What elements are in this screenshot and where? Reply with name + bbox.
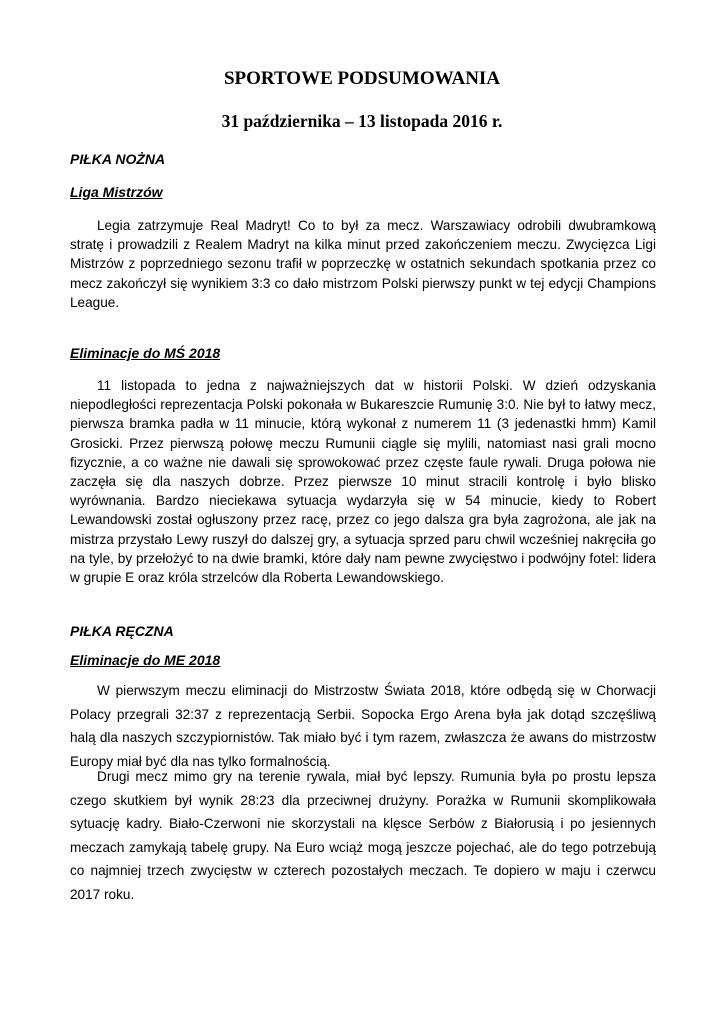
paragraph-champions-league: Legia zatrzymuje Real Madryt! Co to był za mecz. Warszawiacy odrobili dwubramkową stratę i prowadzili z Realem Madryt na kilka minut przed zakończeniem meczu. Zwycięzca Ligi Mistrzów z poprzedniego sezonu trafił w poprzeczkę w ostatnich sekundach spotkania przez co mecz zakończył się wynikiem 3:3 co dało mistrzom Polski pierwszy punkt w tej edycji Champions League. (70, 218, 656, 310)
subsection-heading-world-cup-qualifiers: Eliminacje do MŚ 2018 (70, 345, 221, 361)
subsection-heading-champions-league: Liga Mistrzów (70, 184, 163, 200)
document-title: SPORTOWE PODSUMOWANIA (223, 68, 501, 89)
date-range: 31 października – 13 listopada 2016 r. (221, 111, 503, 131)
paragraph-world-cup-qualifiers: 11 listopada to jedna z najważniejszych dat w historii Polski. W dzień odzyskania niepodległości reprezentacja Polski pokonała w Bukareszcie Rumunię 3:0. Nie był to łatwy mecz, pierwsza bramka padła w 11 minucie, którą wykonał z numerem 11 (3 jedenastki hmm) Kamil Grosicki. Przez pierwszą połowę meczu Rumunii ciągle się mylili, natomiast nasi grali mocno fizycznie, a co ważne nie dawali się sprowokować przez częste faule rywali. Druga połowa nie zaczęła się dla naszych dobrze. Przez pierwsze 10 minut stracili kontrolę i było blisko wyrównania. Bardzo nieciekawa sytuacja wydarzyła się w 54 minucie, kiedy to Robert Lewandowski został ogłuszony przez racę, przez co jego dalsza gra była zagrożona, ale jak na mistrza przystało Lewy ruszył do dalszej gry, a sytuacja sprzed paru chwil wcześniej nakręciła go na tyle, by przełożyć to na dwie bramki, które dały nam pewne zwycięstwo i podwójny fotel: lidera w grupie E oraz króla strzelców dla Roberta Lewandowskiego. (70, 378, 656, 586)
paragraph-handball-second-match: Drugi mecz mimo gry na terenie rywala, miał być lepszy. Rumunia była po prostu lepsza czego skutkiem był wynik 28:23 dla przeciwnej drużyny. Porażka w Rumunii skomplikowała sytuację kadry. Biało-Czerwoni nie skorzystali na klęsce Serbów z Białorusią i po jesiennych meczach zamykają tabelę grupy. Na Euro wciąż mogą jeszcze pojechać, ale do tego potrzebują co najmniej trzech zwycięstw w czterech pozostałych meczach. Te dopiero w maju i czerwcu 2017 roku. (70, 769, 656, 902)
paragraph-handball-first-match: W pierwszym meczu eliminacji do Mistrzostw Świata 2018, które odbędą się w Chorwacji Polacy przegrali 32:37 z reprezentacją Serbii. Sopocka Ergo Arena była jak dotąd szczęśliwą halą dla naszych szczypiornistów. Tak miało być i tym razem, zwłaszcza że awans do mistrzostw Europy miał być dla nas tylko formalnością. (70, 683, 656, 769)
subsection-heading-euro-qualifiers: Eliminacje do ME 2018 (70, 652, 221, 668)
section-heading-football: PIŁKA NOŻNA (70, 151, 166, 167)
section-heading-handball: PIŁKA RĘCZNA (70, 623, 174, 639)
